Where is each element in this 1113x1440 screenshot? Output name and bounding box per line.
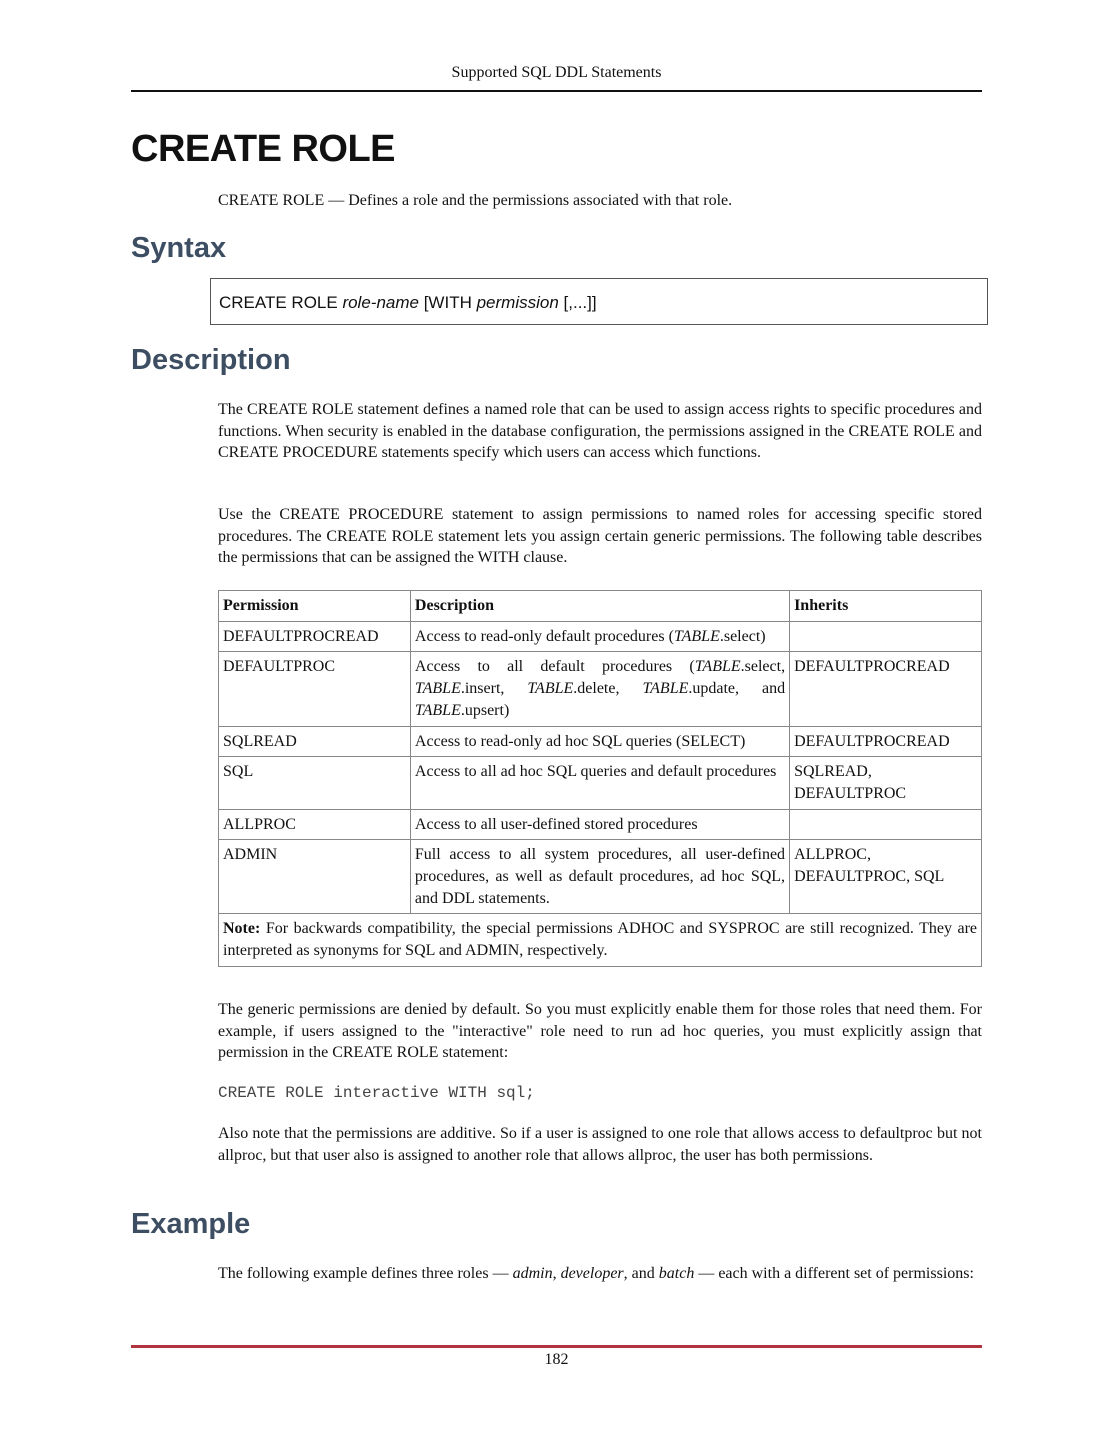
paragraph: Also note that the permissions are additive. So if a user is assigned to one role that allows access to defaultproc but not allproc, but that user also is assigned to another role that allows allproc, the user has both permissions. [218,1125,982,1164]
table-row [219,809,982,840]
syntax-param: role-name [342,293,419,312]
column-header: Inherits [790,591,982,622]
column-header: Description [410,591,789,622]
column-header: Permission [219,591,411,622]
permission-cell: ADMIN [219,840,411,914]
description-cell: Access to read-only default procedures (TABLE.select) [410,621,789,652]
table-row [219,726,982,757]
syntax-text: CREATE ROLE [219,293,343,312]
table-row [219,621,982,652]
paragraph: The generic permissions are denied by default. So you must explicitly enable them for those roles that need them. For example, if users assigned to the "interactive" role need to run ad hoc queries, you must explicitly assign that permission in the CREATE ROLE statement: [218,1001,982,1062]
table-note: Note: For backwards compatibility, the special permissions ADHOC and SYSPROC are still recognized. They are interpreted as synonyms for SQL and ADMIN, respectively. [219,914,982,966]
header-rule [131,90,982,92]
table-row [219,652,982,726]
description-cell: Access to all user-defined stored procedures [410,809,789,840]
paragraph: The following example defines three roles — admin, developer, and batch — each with a different set of permissions: [218,1265,974,1282]
description-cell: Full access to all system procedures, all user-defined procedures, as well as default procedures, ad hoc SQL, and DDL statements. [410,840,789,914]
permission-cell: DEFAULTPROCREAD [219,621,411,652]
table-row [219,840,982,914]
syntax-text: [WITH [418,293,477,312]
description-cell: Access to read-only ad hoc SQL queries (SELECT) [410,726,789,757]
permission-cell: DEFAULTPROC [219,652,411,726]
inherits-cell: DEFAULTPROCREAD [790,652,982,726]
subtitle: CREATE ROLE — Defines a role and the permissions associated with that role. [218,192,733,209]
inherits-cell: SQLREAD, DEFAULTPROC [790,757,982,809]
page-number: 182 [544,1351,569,1368]
code-example: CREATE ROLE interactive WITH sql; [218,1084,535,1102]
description-cell: Access to all ad hoc SQL queries and default procedures [410,757,789,809]
table-note-row [219,914,982,966]
syntax-param: permission [476,293,559,312]
permission-cell: SQL [219,757,411,809]
paragraph: The CREATE ROLE statement defines a named role that can be used to assign access rights to specific procedures and functions. When security is enabled in the database configuration, the permissions assigned in the CREATE ROLE and CREATE PROCEDURE statements specify which users can access which functions. [218,401,982,462]
running-header: Supported SQL DDL Statements [451,64,662,81]
permission-cell: ALLPROC [219,809,411,840]
example-heading: Example [131,1208,251,1240]
description-heading: Description [131,344,291,376]
inherits-cell [790,809,982,840]
description-cell: Access to all default procedures (TABLE.select, TABLE.insert, TABLE.delete, TABLE.update, and TABLE.upsert) [410,652,789,726]
table-row [219,757,982,809]
table-header-row [219,591,982,622]
syntax-heading: Syntax [131,232,227,264]
paragraph: Use the CREATE PROCEDURE statement to assign permissions to named roles for accessing specific stored procedures. The CREATE ROLE statement lets you assign certain generic permissions. The following table describes the permissions that can be assigned the WITH clause. [218,506,982,567]
inherits-cell: DEFAULTPROCREAD [790,726,982,757]
footer-rule [131,1345,982,1348]
permission-cell: SQLREAD [219,726,411,757]
inherits-cell [790,621,982,652]
inherits-cell: ALLPROC, DEFAULTPROC, SQL [790,840,982,914]
syntax-box [210,278,988,325]
syntax-text: [,...]] [558,293,597,312]
permissions-table [218,590,982,967]
page-title: CREATE ROLE [131,128,396,170]
